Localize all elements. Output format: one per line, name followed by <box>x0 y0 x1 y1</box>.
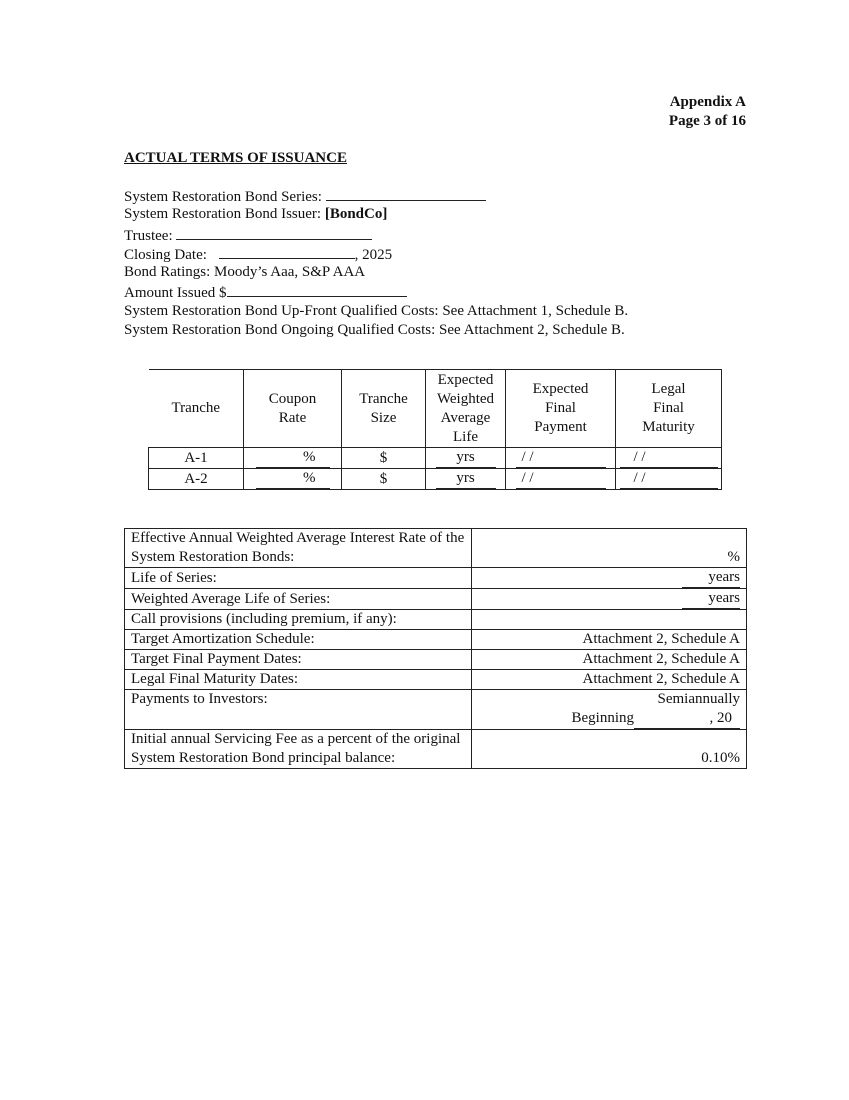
ratings-field: Bond Ratings: Moody’s Aaa, S&P AAA <box>124 264 366 281</box>
tranche-lfm: / / <box>616 448 722 469</box>
page-header <box>669 93 746 131</box>
payments-frequency: Semiannually <box>657 691 740 707</box>
payments-label: Payments to Investors: <box>125 690 472 730</box>
call-row <box>125 610 747 630</box>
tranche-coupon: % <box>244 469 342 490</box>
tranche-coupon: % <box>244 448 342 469</box>
tranche-row <box>149 448 722 469</box>
tranche-efp: / / <box>506 448 616 469</box>
target-payment-row <box>125 650 747 670</box>
series-field <box>124 186 628 205</box>
payments-beginning: Beginning , 20 <box>478 709 740 729</box>
rate-row <box>125 529 747 568</box>
series-label: System Restoration Bond Series: <box>124 189 322 205</box>
appendix-label: Appendix A <box>669 94 746 110</box>
col-lfm: Legal Final Maturity <box>616 370 722 448</box>
legal-maturity-label: Legal Final Maturity Dates: <box>125 670 472 690</box>
tranche-id: A-2 <box>149 469 244 490</box>
life-row <box>125 568 747 589</box>
payments-value <box>472 690 747 730</box>
issuer-field <box>124 205 628 224</box>
col-tranche: Tranche <box>149 370 244 448</box>
tranche-efp: / / <box>506 469 616 490</box>
amount-field <box>124 282 628 301</box>
trustee-field <box>124 225 628 244</box>
amount-label: Amount Issued $ <box>124 285 227 302</box>
life-value: years <box>472 568 747 589</box>
tranche-id: A-1 <box>149 448 244 469</box>
wal-row <box>125 589 747 610</box>
terms-table <box>124 528 747 769</box>
issuer-label: System Restoration Bond Issuer: <box>124 206 322 223</box>
wal-label: Weighted Average Life of Series: <box>125 589 472 610</box>
trustee-label: Trustee: <box>124 227 173 244</box>
call-label: Call provisions (including premium, if any): <box>125 610 472 630</box>
target-payment-label: Target Final Payment Dates: <box>125 650 472 670</box>
trustee-blank <box>176 225 372 240</box>
tranche-wal: yrs <box>426 469 506 490</box>
call-value <box>472 610 747 630</box>
col-efp: Expected Final Payment <box>506 370 616 448</box>
closing-label: Closing Date: <box>124 246 207 263</box>
tranche-size: $ <box>342 448 426 469</box>
rate-value: % <box>472 529 747 568</box>
amortization-label: Target Amortization Schedule: <box>125 630 472 650</box>
tranche-wal: yrs <box>426 448 506 469</box>
tranche-table <box>148 369 722 490</box>
legal-maturity-value: Attachment 2, Schedule A <box>472 670 747 690</box>
section-title: ACTUAL TERMS OF ISSUANCE <box>124 150 347 166</box>
ongoing-costs: System Restoration Bond Ongoing Qualified Costs: See Attachment 2, Schedule B. <box>124 322 625 339</box>
wal-value: years <box>472 589 747 610</box>
servicing-fee-label: Initial annual Servicing Fee as a percent of the original System Restoration Bond principal balance: <box>125 730 472 769</box>
tranche-size: $ <box>342 469 426 490</box>
amortization-value: Attachment 2, Schedule A <box>472 630 747 650</box>
issuance-fields <box>124 186 628 340</box>
servicing-fee-row <box>125 730 747 769</box>
amortization-row <box>125 630 747 650</box>
col-size: Tranche Size <box>342 370 426 448</box>
col-coupon: Coupon Rate <box>244 370 342 448</box>
payments-row <box>125 690 747 730</box>
tranche-row <box>149 469 722 490</box>
legal-maturity-row <box>125 670 747 690</box>
closing-date-field <box>124 244 628 263</box>
tranche-lfm: / / <box>616 469 722 490</box>
amount-blank <box>227 282 407 297</box>
closing-blank <box>219 244 355 259</box>
life-label: Life of Series: <box>125 568 472 589</box>
tranche-table-header <box>149 370 722 448</box>
rate-label: Effective Annual Weighted Average Interest Rate of the System Restoration Bonds: <box>125 529 472 568</box>
page-number: Page 3 of 16 <box>668 113 746 129</box>
col-wal: Expected Weighted Average Life <box>426 370 506 448</box>
upfront-costs: System Restoration Bond Up-Front Qualified Costs: See Attachment 1, Schedule B. <box>124 302 629 319</box>
issuer-value: [BondCo] <box>324 206 388 223</box>
series-blank <box>326 186 486 201</box>
servicing-fee-value: 0.10% <box>472 730 747 769</box>
target-payment-value: Attachment 2, Schedule A <box>472 650 747 670</box>
closing-year: , 2025 <box>354 246 393 263</box>
